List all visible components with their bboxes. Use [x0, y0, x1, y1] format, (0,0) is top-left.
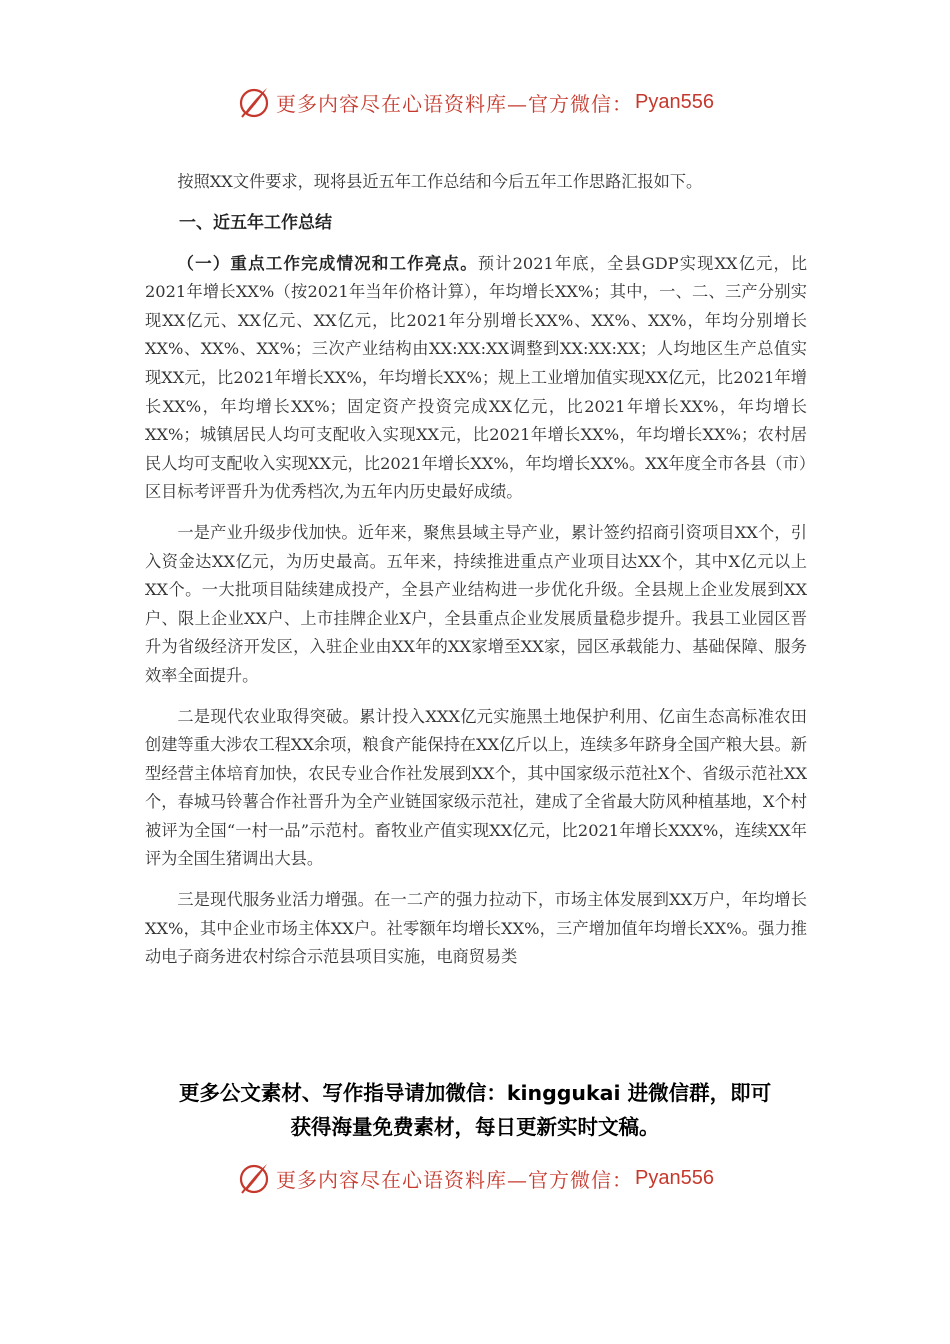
summary-paragraph: [145, 250, 807, 507]
subsection-body: 预计2021年底，全县GDP实现XX亿元，比2021年增长XX%（按2021年当年价格计算），年均增长XX%；其中，一、二、三产分别实现XX亿元、XX亿元、XX亿元，比2021年分别增长XX%、XX%、XX%，年均分别增长XX%、XX%、XX%；三次产业结构由XX:XX:XX调整到XX:XX:XX；人均地区生产总值实现XX元，比2021年增长XX%，年均增长XX%；规上工业增加值实现XX亿元，比2021年增长XX%，年均增长XX%；固定资产投资完成XX亿元，比2021年增长XX%，年均增长XX%；城镇居民人均可支配收入实现XX元，比2021年增长XX%，年均增长XX%；农村居民人均可支配收入实现XX元，比2021年增长XX%，年均增长XX%。XX年度全市各县（市）区目标考评晋升为优秀档次,为五年内历史最好成绩。: [145, 253, 808, 502]
wechat-id: Pyan556: [635, 1166, 714, 1189]
promo-notice: [100, 1076, 850, 1144]
quill-pen-logo-icon: [236, 84, 272, 120]
promo-line-1: 更多公文素材、写作指导请加微信：kinggukai 进微信群，即可: [178, 1081, 772, 1105]
promo-line-2: 获得海量免费素材，每日更新实时文稿。: [290, 1115, 660, 1139]
agriculture-paragraph: 二是现代农业取得突破。累计投入XXX亿元实施黑土地保护利用、亿亩生态高标准农田创建等重大涉农工程XX余项，粮食产能保持在XX亿斤以上，连续多年跻身全国产粮大县。新型经营主体培育加快，农民专业合作社发展到XX个，其中国家级示范社X个、省级示范社XX个，春城马铃薯合作社晋升为全产业链国家级示范社，建成了全省最大防风种植基地，X个村被评为全国“一村一品”示范村。畜牧业产值实现XX亿元，比2021年增长XXX%，连续XX年评为全国生猪调出大县。: [145, 706, 807, 869]
footer-banner: [0, 1158, 950, 1198]
industry-paragraph: 一是产业升级步伐加快。近年来，聚焦县域主导产业，累计签约招商引资项目XX个，引入资金达XX亿元，为历史最高。五年来，持续推进重点产业项目达XX个，其中X亿元以上XX个。一大批项目陆续建成投产，全县产业结构进一步优化升级。全县规上企业发展到XX户、限上企业XX户、上市挂牌企业X户，全县重点企业发展质量稳步提升。我县工业园区晋升为省级经济开发区，入驻企业由XX年的XX家增至XX家，园区承载能力、基础保障、服务效率全面提升。: [145, 522, 807, 685]
banner-text: 更多内容尽在心语资料库—官方微信：: [276, 1167, 634, 1192]
quill-pen-logo-icon: [236, 1160, 272, 1196]
wechat-id: Pyan556: [635, 90, 714, 113]
document-body: [145, 168, 807, 984]
banner-text: 更多内容尽在心语资料库—官方微信：: [276, 91, 634, 116]
header-banner: [0, 82, 950, 122]
subsection-title: （一）重点工作完成情况和工作亮点。: [177, 253, 478, 273]
services-paragraph: 三是现代服务业活力增强。在一二产的强力拉动下，市场主体发展到XX万户，年均增长XX%，其中企业市场主体XX户。社零额年均增长XX%，三产增加值年均增长XX%。强力推动电子商务进农村综合示范县项目实施，电商贸易类: [145, 890, 807, 967]
section-title: 一、近五年工作总结: [179, 212, 332, 233]
intro-paragraph: 按照XX文件要求，现将县近五年工作总结和今后五年工作思路汇报如下。: [177, 172, 703, 191]
